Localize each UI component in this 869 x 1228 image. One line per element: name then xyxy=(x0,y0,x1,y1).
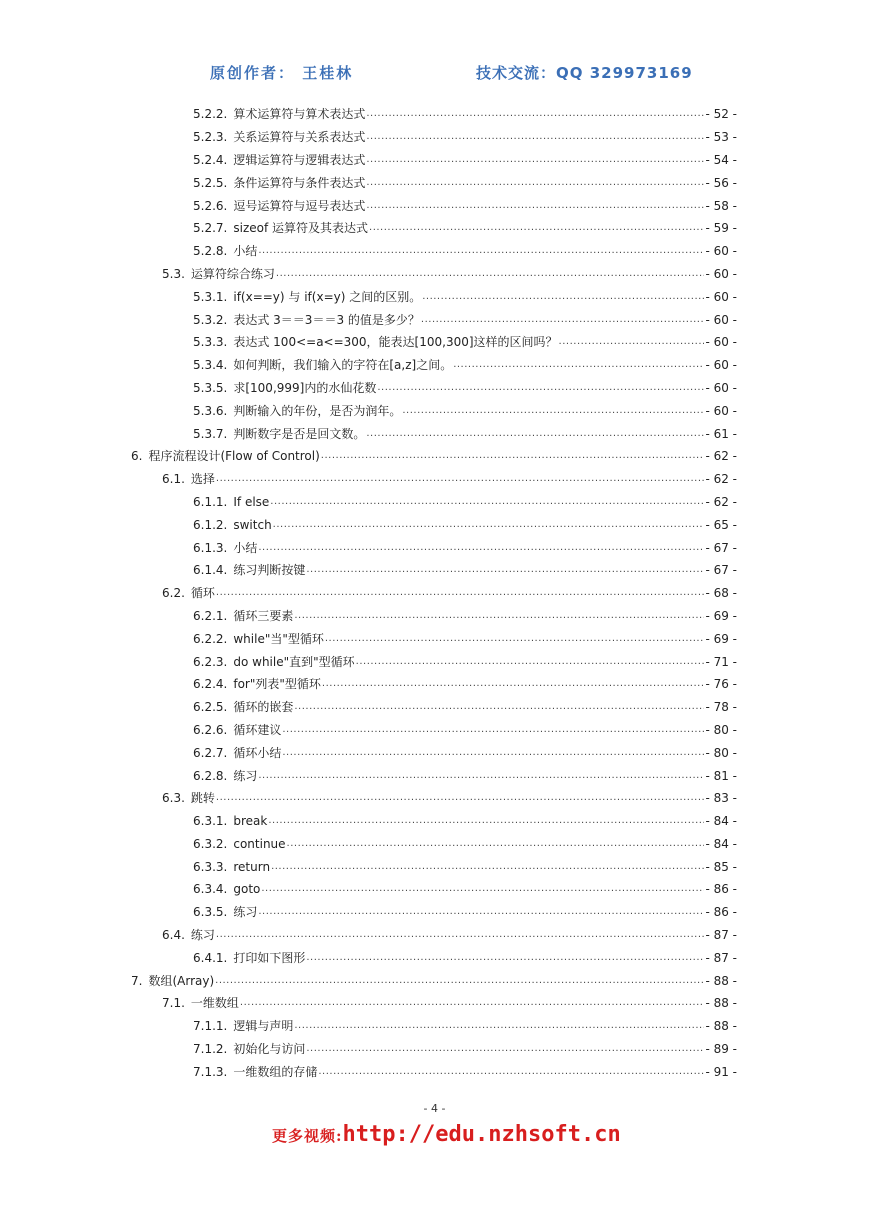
toc-entry[interactable] xyxy=(0,787,737,810)
toc-entry-number: 6.2.2. xyxy=(193,631,228,646)
toc-entry-page: - 60 - xyxy=(705,358,737,373)
toc-entry-number: 5.2.6. xyxy=(193,198,228,213)
toc-entry[interactable] xyxy=(0,833,737,856)
toc-entry-number: 6. xyxy=(131,449,143,464)
toc-entry-number: 5.2.8. xyxy=(193,244,228,259)
toc-entry-number: 7. xyxy=(131,973,143,988)
page-footer xyxy=(272,1122,621,1147)
toc-entry-title: 循环三要素 xyxy=(233,608,294,623)
toc-entry-page: - 65 - xyxy=(705,517,737,532)
toc-entry-title: if(x==y) 与 if(x=y) 之间的区别。 xyxy=(233,289,422,304)
toc-entry[interactable] xyxy=(0,855,737,878)
toc-dot-leader xyxy=(366,429,704,439)
toc-entry-page: - 54 - xyxy=(705,152,737,167)
toc-dot-leader xyxy=(258,543,704,553)
toc-dot-leader xyxy=(216,930,705,940)
toc-entry[interactable] xyxy=(0,673,737,696)
toc-dot-leader xyxy=(321,451,705,461)
toc-entry-title: continue xyxy=(233,836,286,851)
toc-entry-number: 6.3.2. xyxy=(193,836,228,851)
toc-entry-number: 6.3.4. xyxy=(193,882,228,897)
toc-entry-page: - 59 - xyxy=(705,221,737,236)
toc-dot-leader xyxy=(366,178,704,188)
toc-entry[interactable] xyxy=(0,126,737,149)
toc-entry-number: 7.1. xyxy=(162,996,185,1011)
toc-entry-page: - 84 - xyxy=(705,814,737,829)
toc-entry-page: - 60 - xyxy=(705,335,737,350)
toc-entry-page: - 80 - xyxy=(705,745,737,760)
toc-dot-leader xyxy=(369,223,704,233)
toc-entry-page: - 85 - xyxy=(705,859,737,874)
toc-entry-title: 逻辑运算符与逻辑表达式 xyxy=(233,152,366,167)
toc-dot-leader xyxy=(261,884,704,894)
toc-dot-leader xyxy=(276,269,705,279)
toc-entry-number: 5.3.5. xyxy=(193,380,228,395)
toc-entry-title: 表达式 3＝＝3＝＝3 的值是多少？ xyxy=(233,312,420,327)
toc-entry-page: - 87 - xyxy=(705,928,737,943)
toc-entry[interactable] xyxy=(0,719,737,742)
header-contact: 技术交流：QQ 329973169 xyxy=(476,64,693,82)
toc-dot-leader xyxy=(215,976,704,986)
toc-dot-leader xyxy=(306,565,704,575)
toc-dot-leader xyxy=(258,246,704,256)
toc-entry-number: 5.3. xyxy=(162,266,185,281)
toc-entry[interactable] xyxy=(0,946,737,969)
toc-entry-title: 跳转 xyxy=(190,791,215,806)
toc-entry-title: for"列表"型循环 xyxy=(233,677,321,692)
toc-entry-page: - 62 - xyxy=(705,494,737,509)
toc-entry-title: 一维数组 xyxy=(190,996,239,1011)
table-of-contents xyxy=(0,103,869,1083)
toc-entry-page: - 56 - xyxy=(705,175,737,190)
toc-entry-title: 如何判断，我们输入的字符在[a,z]之间。 xyxy=(233,358,453,373)
toc-entry[interactable] xyxy=(0,924,737,947)
toc-entry-page: - 60 - xyxy=(705,244,737,259)
toc-entry-number: 5.2.5. xyxy=(193,175,228,190)
toc-dot-leader xyxy=(258,771,704,781)
toc-dot-leader xyxy=(377,383,704,393)
toc-entry-title: 一维数组的存储 xyxy=(233,1064,318,1079)
toc-dot-leader xyxy=(240,998,705,1008)
toc-entry[interactable] xyxy=(0,992,737,1015)
toc-entry[interactable] xyxy=(0,468,737,491)
toc-entry[interactable] xyxy=(0,605,737,628)
toc-entry-number: 5.3.3. xyxy=(193,335,228,350)
toc-dot-leader xyxy=(366,201,704,211)
toc-entry-title: 关系运算符与关系表达式 xyxy=(233,130,366,145)
toc-entry-title: 初始化与访问 xyxy=(233,1042,306,1057)
toc-dot-leader xyxy=(325,634,705,644)
toc-entry[interactable] xyxy=(0,627,737,650)
toc-entry[interactable] xyxy=(0,445,737,468)
toc-entry-page: - 88 - xyxy=(705,973,737,988)
toc-entry-number: 5.2.3. xyxy=(193,130,228,145)
toc-entry-title: 判断输入的年份，是否为润年。 xyxy=(233,403,402,418)
toc-entry-title: sizeof 运算符及其表达式 xyxy=(233,221,369,236)
toc-entry-number: 7.1.2. xyxy=(193,1042,228,1057)
toc-entry-page: - 78 - xyxy=(705,700,737,715)
toc-entry[interactable] xyxy=(0,764,737,787)
toc-entry-page: - 86 - xyxy=(705,882,737,897)
toc-entry-number: 6.2.8. xyxy=(193,768,228,783)
toc-entry[interactable] xyxy=(0,741,737,764)
toc-entry-number: 5.3.1. xyxy=(193,289,228,304)
toc-entry-page: - 89 - xyxy=(705,1042,737,1057)
toc-entry-title: 选择 xyxy=(190,472,215,487)
toc-entry-number: 6.2. xyxy=(162,586,185,601)
toc-dot-leader xyxy=(282,748,704,758)
toc-entry-title: return xyxy=(233,859,271,874)
toc-dot-leader xyxy=(216,588,705,598)
toc-entry-number: 6.2.6. xyxy=(193,722,228,737)
toc-entry[interactable] xyxy=(0,810,737,833)
toc-entry[interactable] xyxy=(0,1015,737,1038)
toc-entry[interactable] xyxy=(0,331,737,354)
toc-entry[interactable] xyxy=(0,878,737,901)
toc-entry-page: - 68 - xyxy=(705,586,737,601)
toc-entry-title: 程序流程设计(Flow of Control) xyxy=(148,449,320,464)
toc-entry-page: - 60 - xyxy=(705,403,737,418)
toc-entry-page: - 53 - xyxy=(705,130,737,145)
toc-entry-title: 算术运算符与算术表达式 xyxy=(233,107,366,122)
toc-entry[interactable] xyxy=(0,171,737,194)
toc-entry-number: 6.2.5. xyxy=(193,700,228,715)
toc-entry-title: 循环小结 xyxy=(233,745,282,760)
toc-entry-title: goto xyxy=(233,882,261,897)
toc-entry-number: 6.2.7. xyxy=(193,745,228,760)
toc-entry-page: - 62 - xyxy=(705,472,737,487)
toc-entry-page: - 84 - xyxy=(705,836,737,851)
toc-entry-title: 小结 xyxy=(233,540,258,555)
toc-dot-leader xyxy=(258,907,704,917)
toc-entry-page: - 60 - xyxy=(705,380,737,395)
toc-entry-number: 5.3.2. xyxy=(193,312,228,327)
toc-entry-page: - 69 - xyxy=(705,608,737,623)
toc-entry-page: - 67 - xyxy=(705,540,737,555)
toc-entry-number: 6.1.3. xyxy=(193,540,228,555)
toc-entry-page: - 88 - xyxy=(705,1019,737,1034)
toc-dot-leader xyxy=(294,611,704,621)
toc-entry-number: 6.2.3. xyxy=(193,654,228,669)
toc-entry-title: 表达式 100<=a<=300，能表达[100,300]这样的区间吗？ xyxy=(233,335,558,350)
toc-dot-leader xyxy=(216,793,705,803)
toc-entry[interactable] xyxy=(0,536,737,559)
toc-entry-number: 6.1. xyxy=(162,472,185,487)
toc-entry-title: 逻辑与声明 xyxy=(233,1019,294,1034)
toc-entry-page: - 62 - xyxy=(705,449,737,464)
toc-dot-leader xyxy=(322,679,705,689)
toc-entry-number: 6.4.1. xyxy=(193,950,228,965)
toc-entry-page: - 81 - xyxy=(705,768,737,783)
toc-entry-page: - 71 - xyxy=(705,654,737,669)
toc-entry[interactable] xyxy=(0,285,737,308)
toc-entry-number: 5.2.4. xyxy=(193,152,228,167)
toc-entry-title: 条件运算符与条件表达式 xyxy=(233,175,366,190)
toc-entry-number: 6.4. xyxy=(162,928,185,943)
toc-dot-leader xyxy=(366,132,704,142)
toc-entry[interactable] xyxy=(0,650,737,673)
toc-entry[interactable] xyxy=(0,217,737,240)
toc-entry-number: 6.2.1. xyxy=(193,608,228,623)
toc-entry[interactable] xyxy=(0,149,737,172)
toc-entry-title: do while"直到"型循环 xyxy=(233,654,355,669)
toc-entry-number: 7.1.3. xyxy=(193,1064,228,1079)
toc-entry-number: 5.3.7. xyxy=(193,426,228,441)
toc-dot-leader xyxy=(318,1067,704,1077)
toc-entry-page: - 80 - xyxy=(705,722,737,737)
toc-entry-page: - 87 - xyxy=(705,950,737,965)
toc-entry-page: - 69 - xyxy=(705,631,737,646)
toc-entry-number: 6.1.4. xyxy=(193,563,228,578)
toc-entry[interactable] xyxy=(0,377,737,400)
footer-url-link[interactable]: http://edu.nzhsoft.cn xyxy=(342,1122,621,1147)
toc-entry[interactable] xyxy=(0,559,737,582)
toc-entry-title: 循环建议 xyxy=(233,722,282,737)
toc-entry-number: 5.3.6. xyxy=(193,403,228,418)
toc-entry-title: 数组(Array) xyxy=(148,973,215,988)
toc-entry-title: 小结 xyxy=(233,244,258,259)
toc-dot-leader xyxy=(270,497,704,507)
toc-dot-leader xyxy=(453,360,704,370)
toc-dot-leader xyxy=(422,292,704,302)
toc-entry-title: 循环 xyxy=(190,586,215,601)
toc-entry-title: 运算符综合练习 xyxy=(190,266,275,281)
toc-entry-number: 5.2.2. xyxy=(193,107,228,122)
toc-entry-page: - 67 - xyxy=(705,563,737,578)
toc-entry-title: 练习 xyxy=(233,768,258,783)
toc-entry-title: while"当"型循环 xyxy=(233,631,324,646)
toc-entry-number: 6.3.5. xyxy=(193,905,228,920)
toc-dot-leader xyxy=(366,155,704,165)
toc-entry-title: 练习 xyxy=(233,905,258,920)
toc-entry-page: - 61 - xyxy=(705,426,737,441)
toc-entry[interactable] xyxy=(0,969,737,992)
toc-dot-leader xyxy=(294,1021,704,1031)
toc-entry-number: 7.1.1. xyxy=(193,1019,228,1034)
toc-dot-leader xyxy=(559,337,705,347)
toc-dot-leader xyxy=(216,474,705,484)
toc-entry[interactable] xyxy=(0,399,737,422)
toc-entry-title: break xyxy=(233,814,268,829)
toc-entry-title: 打印如下图形 xyxy=(233,950,306,965)
toc-entry-page: - 91 - xyxy=(705,1064,737,1079)
toc-entry-page: - 52 - xyxy=(705,107,737,122)
toc-entry[interactable] xyxy=(0,422,737,445)
toc-entry-number: 5.3.4. xyxy=(193,358,228,373)
toc-entry-title: 判断数字是否是回文数。 xyxy=(233,426,366,441)
toc-dot-leader xyxy=(271,862,704,872)
toc-entry-number: 6.3. xyxy=(162,791,185,806)
toc-entry[interactable] xyxy=(0,194,737,217)
toc-entry-page: - 88 - xyxy=(705,996,737,1011)
toc-entry-title: If else xyxy=(233,494,270,509)
toc-entry[interactable] xyxy=(0,263,737,286)
toc-dot-leader xyxy=(306,1044,704,1054)
toc-dot-leader xyxy=(402,406,704,416)
toc-dot-leader xyxy=(282,725,704,735)
toc-entry[interactable] xyxy=(0,103,737,126)
toc-dot-leader xyxy=(273,520,705,530)
toc-entry-number: 6.2.4. xyxy=(193,677,228,692)
toc-entry-page: - 76 - xyxy=(705,677,737,692)
toc-entry-title: 循环的嵌套 xyxy=(233,700,294,715)
toc-entry-title: 练习判断按键 xyxy=(233,563,306,578)
toc-entry-number: 6.3.1. xyxy=(193,814,228,829)
footer-label: 更多视频: xyxy=(272,1127,343,1145)
toc-entry[interactable] xyxy=(0,491,737,514)
toc-entry-title: switch xyxy=(233,517,272,532)
toc-entry[interactable] xyxy=(0,308,737,331)
toc-entry-number: 6.1.2. xyxy=(193,517,228,532)
toc-entry-page: - 58 - xyxy=(705,198,737,213)
toc-dot-leader xyxy=(294,702,704,712)
toc-entry[interactable] xyxy=(0,354,737,377)
toc-dot-leader xyxy=(287,839,705,849)
page-number: - 4 - xyxy=(423,1102,446,1115)
toc-entry[interactable] xyxy=(0,1060,737,1083)
toc-entry-number: 6.3.3. xyxy=(193,859,228,874)
toc-dot-leader xyxy=(356,657,705,667)
toc-entry-title: 求[100,999]内的水仙花数 xyxy=(233,380,377,395)
toc-entry[interactable] xyxy=(0,513,737,536)
toc-entry-page: - 60 - xyxy=(705,312,737,327)
toc-entry-page: - 83 - xyxy=(705,791,737,806)
toc-dot-leader xyxy=(421,315,705,325)
header-author: 原创作者： 王桂林 xyxy=(210,64,354,82)
toc-entry-number: 5.2.7. xyxy=(193,221,228,236)
toc-entry[interactable] xyxy=(0,582,737,605)
toc-entry-page: - 60 - xyxy=(705,289,737,304)
toc-entry-title: 练习 xyxy=(190,928,215,943)
toc-entry-page: - 86 - xyxy=(705,905,737,920)
toc-entry[interactable] xyxy=(0,240,737,263)
toc-entry[interactable] xyxy=(0,1038,737,1061)
toc-entry[interactable] xyxy=(0,901,737,924)
toc-entry[interactable] xyxy=(0,696,737,719)
page-header xyxy=(0,62,869,88)
toc-entry-title: 逗号运算符与逗号表达式 xyxy=(233,198,366,213)
toc-dot-leader xyxy=(366,109,704,119)
toc-dot-leader xyxy=(268,816,704,826)
toc-entry-number: 6.1.1. xyxy=(193,494,228,509)
toc-dot-leader xyxy=(306,953,704,963)
toc-entry-page: - 60 - xyxy=(705,266,737,281)
